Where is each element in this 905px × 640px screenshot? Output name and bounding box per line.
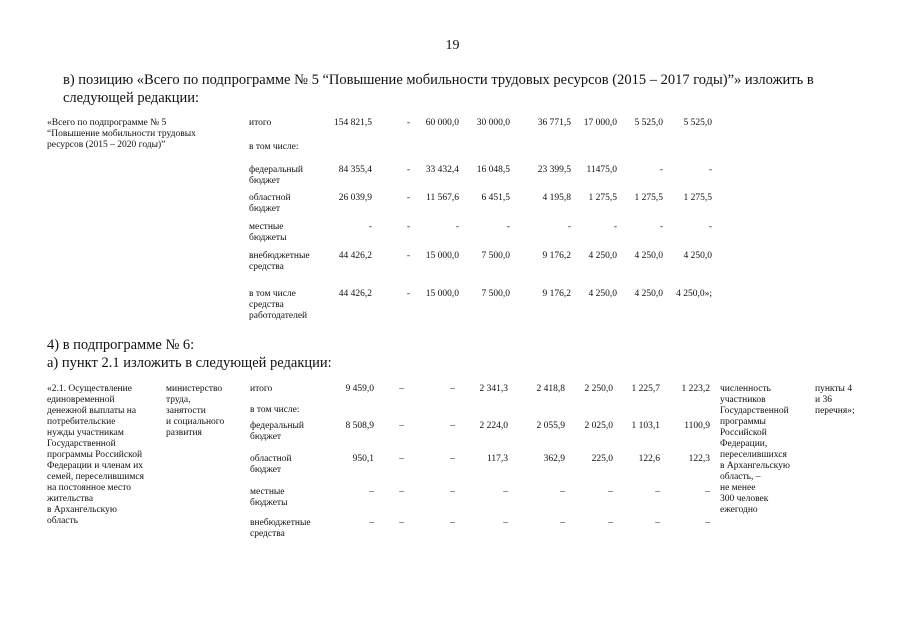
cell-value: 26 039,9 [338,193,372,203]
cell-value: - [659,165,663,175]
funding-source-label: внебюджетные [249,251,310,261]
funding-source-label: итого [249,118,272,128]
cell-value: - [708,222,712,232]
executor-line: развития [166,428,202,438]
indicator-line: численность [720,384,771,394]
cell-value: - [406,289,410,299]
cell-value: – [450,384,455,394]
cell-value: – [503,518,508,528]
executor-line: министерство [166,384,223,394]
funding-source-label: внебюджетные [250,518,311,528]
measure-name-line: Государственной [47,439,116,449]
cell-value: 15 000,0 [425,289,459,299]
funding-source-label: средства [249,262,284,272]
cell-value: 4 250,0 [588,289,617,299]
measure-name-line: в Архангельскую [47,505,118,515]
cell-value: 9 176,2 [542,289,571,299]
measure-name-line: единовременной [47,395,115,405]
cell-value: 1 225,7 [631,384,660,394]
cell-value: 4 250,0 [588,251,617,261]
cell-value: – [503,487,508,497]
cell-value: 17 000,0 [583,118,617,128]
cell-value: 84 355,4 [338,165,372,175]
cell-value: – [655,518,660,528]
measure-name-line: потребительские [47,417,116,427]
cell-value: 2 341,3 [479,384,508,394]
measure-name-line: Федерации и членам их [47,461,143,471]
cell-value: 2 418,8 [536,384,565,394]
funding-source-label: бюджеты [250,498,288,508]
program-name-line: «Всего по подпрограмме № 5 [47,118,167,128]
cell-value: – [655,487,660,497]
cell-value: 30 000,0 [476,118,510,128]
cell-value: - [506,222,510,232]
link-line: пункты 4 [815,384,853,394]
indicator-line: Российской [720,428,767,438]
cell-value: 5 525,0 [683,118,712,128]
cell-value: 1 275,5 [588,193,617,203]
cell-value: - [567,222,571,232]
cell-value: 1 223,2 [681,384,710,394]
funding-source-label: бюджеты [249,233,287,243]
cell-value: - [406,222,410,232]
subitem-heading: а) пункт 2.1 изложить в следующей редакции: [47,355,332,371]
cell-value: 44 426,2 [338,251,372,261]
cell-value: - [406,118,410,128]
page-number: 19 [445,38,460,53]
cell-value: 2 250,0 [584,384,613,394]
measure-name-line: область [47,516,79,526]
cell-value: – [450,518,455,528]
measure-name-line: «2.1. Осуществление [47,384,132,394]
link-line: и 36 [815,395,832,405]
cell-value: 16 048,5 [476,165,510,175]
indicator-line: в Архангельскую [720,461,791,471]
cell-value: – [608,518,613,528]
indicator-line: Федерации, [720,439,768,449]
cell-value: 122,3 [688,454,710,464]
cell-value: – [450,454,455,464]
cell-value: – [399,454,404,464]
cell-value: 6 451,5 [481,193,510,203]
cell-value: 117,3 [486,454,508,464]
program-name-line: “Повышение мобильности трудовых [47,129,196,139]
funding-source-label: в том числе: [250,405,300,415]
cell-value: 2 055,9 [536,421,565,431]
cell-value: - [659,222,663,232]
cell-value: 7 500,0 [481,289,510,299]
cell-value: - [406,165,410,175]
intro-paragraph: в) позицию «Всего по подпрограмме № 5 “Повышение мобильности трудовых ресурсов (2015 – 2017 годы)”» изложить в следующей редакции: [63,72,814,106]
cell-value: 154 821,5 [334,118,372,128]
cell-value: – [705,518,710,528]
funding-source-label: в том числе [249,289,296,299]
cell-value: 950,1 [352,454,374,464]
cell-value: 4 250,0 [634,289,663,299]
cell-value: 1 275,5 [634,193,663,203]
cell-value: 36 771,5 [537,118,571,128]
funding-source-label: средства [250,529,285,539]
funding-source-label: местные [250,487,285,497]
funding-source-label: бюджет [249,176,281,186]
cell-value: – [399,487,404,497]
executor-line: занятости [166,406,206,416]
measure-name-line: денежной выплаты на [47,406,137,416]
indicator-line: область, – [720,472,761,482]
funding-source-label: федеральный [249,165,303,175]
cell-value: - [368,222,372,232]
funding-source-label: федеральный [250,421,304,431]
cell-value: – [450,421,455,431]
cell-value: – [369,518,374,528]
indicator-line: Государственной [720,406,789,416]
cell-value: 9 176,2 [542,251,571,261]
cell-value: - [613,222,617,232]
executor-line: труда, [166,395,191,405]
subprogram-heading: 4) в подпрограмме № 6: [47,337,195,353]
indicator-line: участников [720,395,766,405]
funding-source-label: итого [250,384,273,394]
indicator-line: программы [720,417,766,427]
funding-source-label: областной [250,454,292,464]
cell-value: 44 426,2 [338,289,372,299]
funding-source-label: в том числе: [249,142,299,152]
cell-value: 122,6 [638,454,660,464]
cell-value: 11 567,6 [426,193,459,203]
measure-name-line: семей, переселившимся [47,472,144,482]
cell-value: – [560,518,565,528]
cell-value: 5 525,0 [634,118,663,128]
cell-value: 4 250,0 [634,251,663,261]
cell-value: – [705,487,710,497]
cell-value: 2 025,0 [584,421,613,431]
measure-name-line: жительства [47,494,94,504]
cell-value: 11475,0 [586,165,617,175]
funding-source-label: областной [249,193,291,203]
cell-value: 4 250,0»; [676,289,712,299]
cell-value: - [708,165,712,175]
funding-source-label: местные [249,222,284,232]
program-name-line: ресурсов (2015 – 2020 годы)” [47,140,166,150]
cell-value: – [399,518,404,528]
funding-source-label: средства [249,300,284,310]
cell-value: – [608,487,613,497]
cell-value: - [406,193,410,203]
cell-value: 1 275,5 [683,193,712,203]
cell-value: 362,9 [543,454,565,464]
indicator-line: не менее [720,483,756,493]
link-line: перечня»; [815,406,855,416]
cell-value: – [450,487,455,497]
cell-value: 8 508,9 [345,421,374,431]
cell-value: 23 399,5 [537,165,571,175]
measure-name-line: нужды участникам [47,428,124,438]
cell-value: 15 000,0 [425,251,459,261]
cell-value: - [455,222,459,232]
cell-value: – [399,421,404,431]
cell-value: – [369,487,374,497]
cell-value: 4 250,0 [683,251,712,261]
cell-value: 1100,9 [684,421,710,431]
cell-value: 7 500,0 [481,251,510,261]
cell-value: 4 195,8 [542,193,571,203]
executor-line: и социального [166,417,225,427]
funding-source-label: бюджет [249,204,281,214]
cell-value: - [406,251,410,261]
funding-source-label: работодателей [249,311,308,321]
measure-name-line: программы Российской [47,450,143,460]
cell-value: 225,0 [591,454,613,464]
indicator-line: переселившихся [720,450,787,460]
cell-value: 1 103,1 [631,421,660,431]
cell-value: 9 459,0 [345,384,374,394]
funding-source-label: бюджет [250,432,282,442]
cell-value: – [399,384,404,394]
cell-value: 2 224,0 [479,421,508,431]
cell-value: – [560,487,565,497]
indicator-line: ежегодно [720,505,758,515]
measure-name-line: на постоянное место [47,483,132,493]
cell-value: 33 432,4 [425,165,459,175]
funding-source-label: бюджет [250,465,282,475]
cell-value: 60 000,0 [425,118,459,128]
indicator-line: 300 человек [720,494,769,504]
